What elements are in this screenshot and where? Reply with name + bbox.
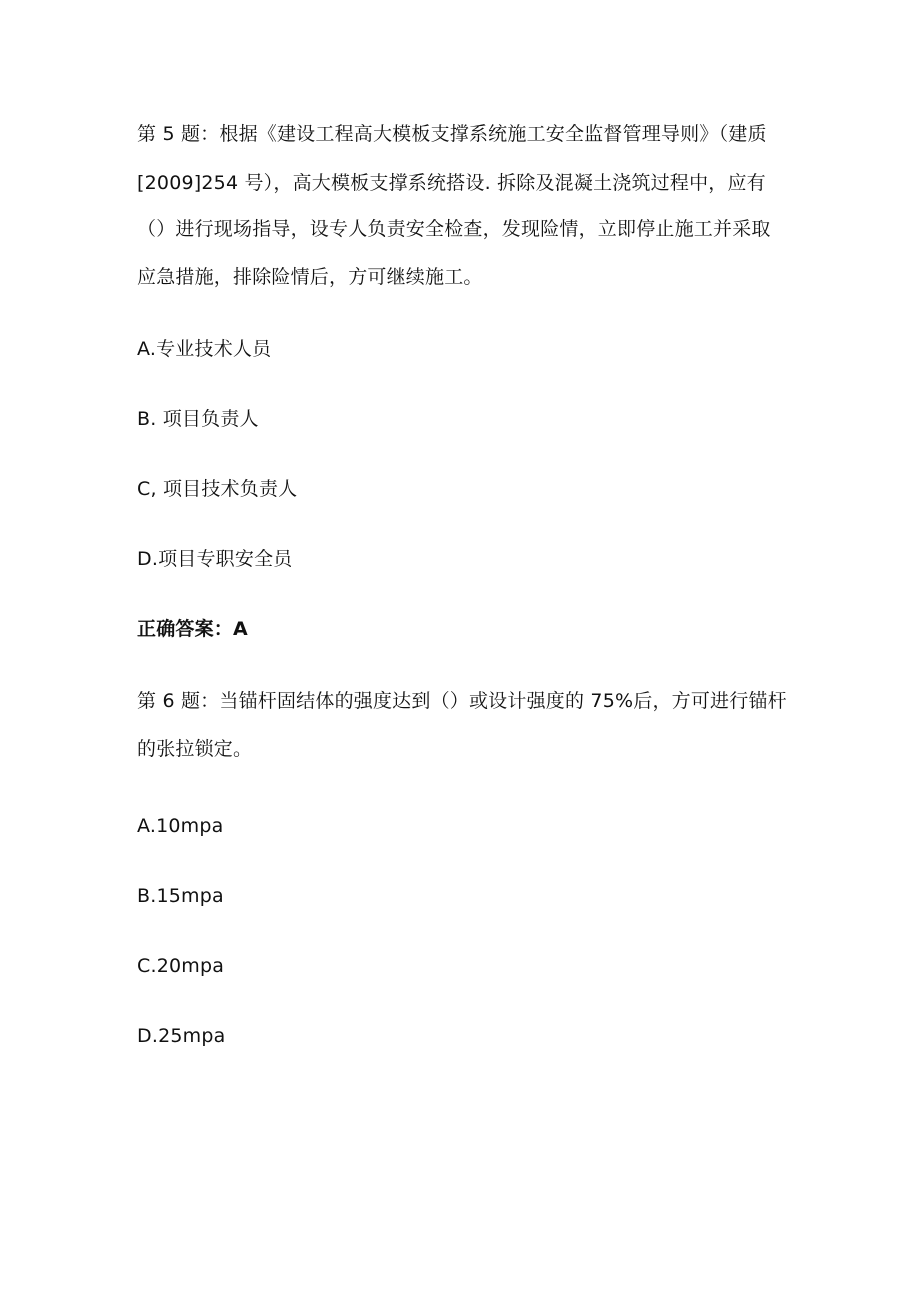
question-5-stem-line-4: 应急措施，排除险情后，方可继续施工。	[137, 266, 483, 288]
question-5-option-d: D.项目专职安全员	[137, 548, 293, 570]
question-6-stem-line-2: 的张拉锁定。	[137, 738, 253, 760]
question-6-option-d: D.25mpa	[137, 1025, 226, 1047]
question-5-correct-answer: 正确答案：A	[137, 618, 248, 640]
question-5-option-b: B. 项目负责人	[137, 408, 259, 430]
question-6-stem-line-1: 第 6 题：当锚杆固结体的强度达到（）或设计强度的 75%后，方可进行锚杆	[137, 690, 787, 712]
question-6-option-b: B.15mpa	[137, 885, 224, 907]
question-6-option-a: A.10mpa	[137, 815, 224, 837]
question-5-stem-line-2: [2009]254 号），高大模板支撑系统搭设. 拆除及混凝土浇筑过程中，应有	[137, 172, 766, 194]
question-6-option-c: C.20mpa	[137, 955, 225, 977]
question-5-option-c: C, 项目技术负责人	[137, 478, 298, 500]
question-5-option-a: A.专业技术人员	[137, 338, 272, 360]
question-5-stem-line-3: （）进行现场指导，设专人负责安全检查，发现险情，立即停止施工并采取	[137, 218, 771, 240]
question-5-stem-line-1: 第 5 题：根据《建设工程高大模板支撑系统施工安全监督管理导则》（建质	[137, 123, 767, 145]
